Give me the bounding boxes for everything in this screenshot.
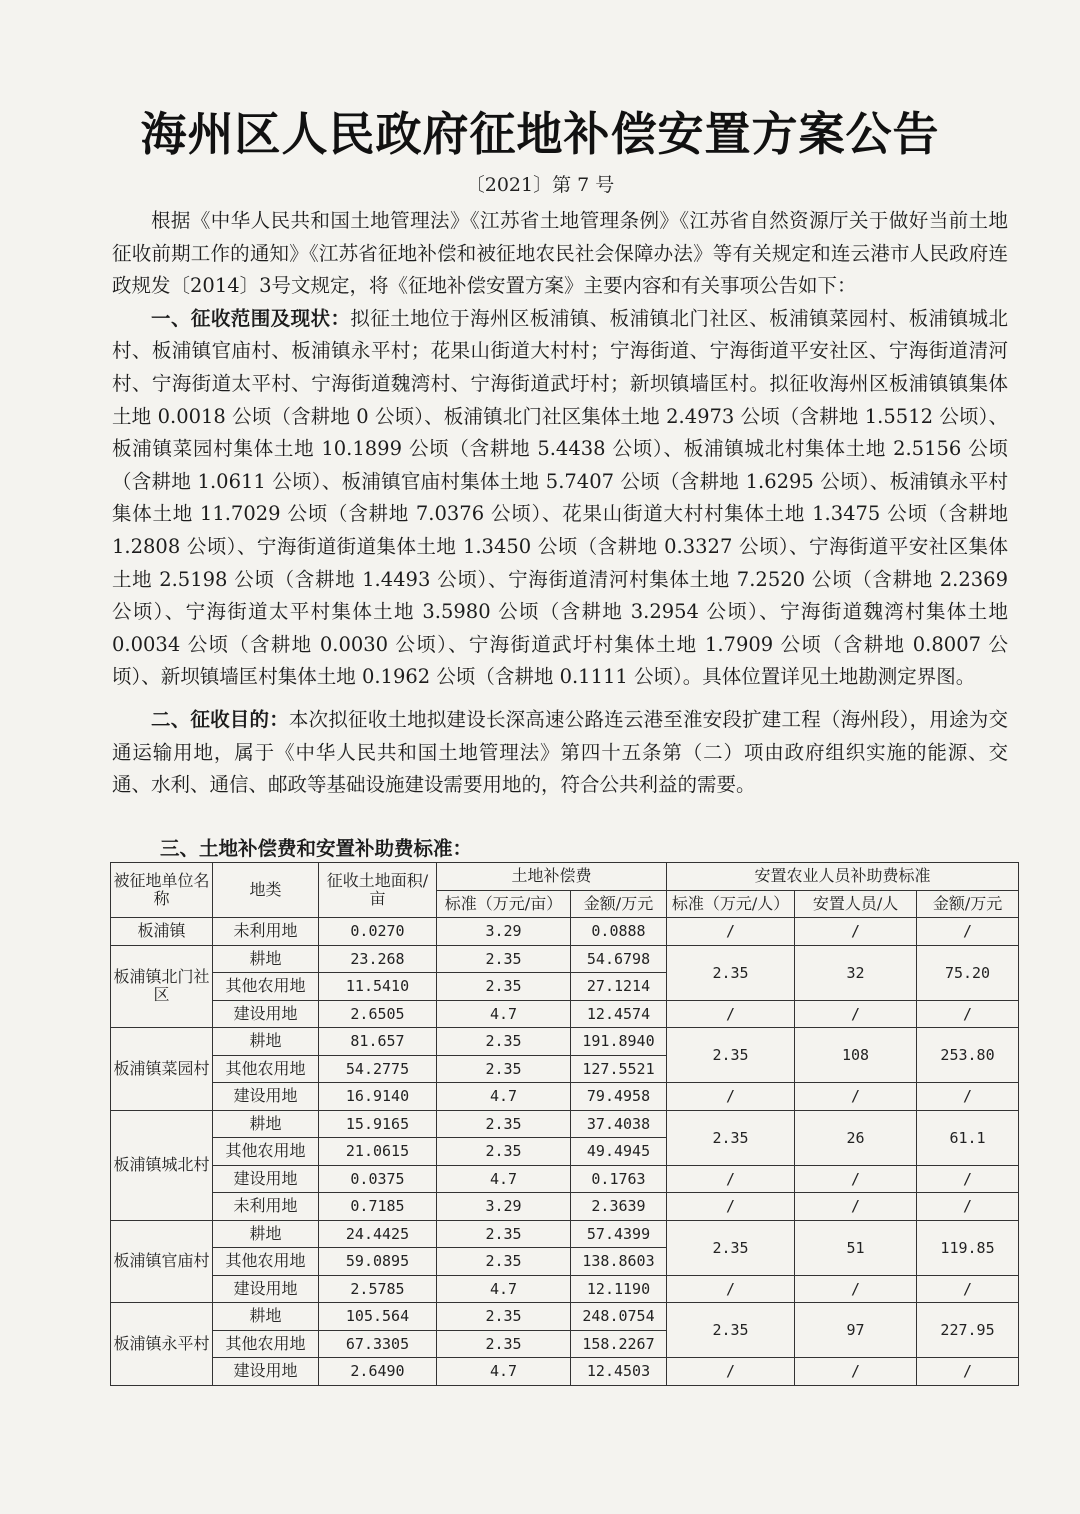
land-type-cell: 其他农用地 xyxy=(213,1248,319,1276)
area-cell: 16.9140 xyxy=(319,1083,437,1111)
land-type-cell: 建设用地 xyxy=(213,1000,319,1028)
comp-standard-cell: 2.35 xyxy=(437,1330,571,1358)
section1-paragraph xyxy=(112,303,1008,694)
res-standard-cell: / xyxy=(667,1083,795,1111)
res-people-cell: / xyxy=(795,918,917,946)
land-type-cell: 建设用地 xyxy=(213,1275,319,1303)
comp-amount-cell: 57.4399 xyxy=(571,1220,667,1248)
land-type-cell: 建设用地 xyxy=(213,1165,319,1193)
comp-standard-cell: 2.35 xyxy=(437,1055,571,1083)
comp-standard-cell: 2.35 xyxy=(437,1028,571,1056)
comp-amount-cell: 27.1214 xyxy=(571,973,667,1001)
land-type-cell: 未利用地 xyxy=(213,1193,319,1221)
comp-amount-cell: 158.2267 xyxy=(571,1330,667,1358)
comp-standard-cell: 2.35 xyxy=(437,1110,571,1138)
land-type-cell: 其他农用地 xyxy=(213,1330,319,1358)
comp-amount-cell: 37.4038 xyxy=(571,1110,667,1138)
land-type-cell: 其他农用地 xyxy=(213,973,319,1001)
area-cell: 81.657 xyxy=(319,1028,437,1056)
res-amount-cell: / xyxy=(917,1358,1019,1386)
unit-name-cell: 板浦镇永平村 xyxy=(111,1303,213,1386)
header-land-compensation: 土地补偿费 xyxy=(437,863,667,891)
table-body xyxy=(111,918,1019,1386)
table-row xyxy=(111,1165,1019,1193)
res-amount-cell: 119.85 xyxy=(917,1220,1019,1275)
land-type-cell: 其他农用地 xyxy=(213,1055,319,1083)
res-standard-cell: / xyxy=(667,1358,795,1386)
table-row xyxy=(111,918,1019,946)
section2-paragraph xyxy=(112,704,1008,802)
res-people-cell: 26 xyxy=(795,1110,917,1165)
area-cell: 21.0615 xyxy=(319,1138,437,1166)
section1-heading: 一、征收范围及现状： xyxy=(151,306,351,330)
res-amount-cell: / xyxy=(917,1000,1019,1028)
table-row xyxy=(111,1083,1019,1111)
comp-standard-cell: 2.35 xyxy=(437,1303,571,1331)
header-res-amount: 金额/万元 xyxy=(917,890,1019,918)
comp-standard-cell: 4.7 xyxy=(437,1275,571,1303)
table-row xyxy=(111,1275,1019,1303)
res-standard-cell: 2.35 xyxy=(667,1303,795,1358)
header-area: 征收土地面积/亩 xyxy=(319,863,437,918)
section2-text: 本次拟征收土地拟建设长深高速公路连云港至淮安段扩建工程（海州段），用途为交通运输用地，属于《中华人民共和国土地管理法》第四十五条第（二）项由政府组织实施的能源、交通、水利、通信、邮政等基础设施建设需要用地的，符合公共利益的需要。 xyxy=(112,707,1008,797)
comp-standard-cell: 3.29 xyxy=(437,918,571,946)
res-amount-cell: 75.20 xyxy=(917,945,1019,1000)
comp-amount-cell: 127.5521 xyxy=(571,1055,667,1083)
comp-standard-cell: 3.29 xyxy=(437,1193,571,1221)
res-people-cell: / xyxy=(795,1000,917,1028)
comp-amount-cell: 248.0754 xyxy=(571,1303,667,1331)
header-comp-standard: 标准（万元/亩） xyxy=(437,890,571,918)
intro-paragraph: 根据《中华人民共和国土地管理法》《江苏省土地管理条例》《江苏省自然资源厅关于做好当前土地征收前期工作的通知》《江苏省征地补偿和被征地农民社会保障办法》等有关规定和连云港市人民政府连政规发〔2014〕3号文规定，将《征地补偿安置方案》主要内容和有关事项公告如下： xyxy=(112,209,1008,298)
land-type-cell: 耕地 xyxy=(213,1220,319,1248)
comp-amount-cell: 0.1763 xyxy=(571,1165,667,1193)
area-cell: 15.9165 xyxy=(319,1110,437,1138)
table-row xyxy=(111,1028,1019,1056)
compensation-table xyxy=(110,862,1019,1386)
res-people-cell: 108 xyxy=(795,1028,917,1083)
table-row xyxy=(111,1220,1019,1248)
res-amount-cell: 253.80 xyxy=(917,1028,1019,1083)
res-standard-cell: 2.35 xyxy=(667,1110,795,1165)
res-amount-cell: / xyxy=(917,1165,1019,1193)
table-row xyxy=(111,1193,1019,1221)
area-cell: 11.5410 xyxy=(319,973,437,1001)
area-cell: 105.564 xyxy=(319,1303,437,1331)
res-people-cell: / xyxy=(795,1193,917,1221)
res-standard-cell: / xyxy=(667,918,795,946)
res-amount-cell: 61.1 xyxy=(917,1110,1019,1165)
page-title: 海州区人民政府征地补偿安置方案公告 xyxy=(140,107,940,161)
comp-standard-cell: 2.35 xyxy=(437,945,571,973)
res-people-cell: 97 xyxy=(795,1303,917,1358)
comp-standard-cell: 2.35 xyxy=(437,1248,571,1276)
res-people-cell: / xyxy=(795,1275,917,1303)
unit-name-cell: 板浦镇北门社区 xyxy=(111,945,213,1028)
header-res-people: 安置人员/人 xyxy=(795,890,917,918)
res-standard-cell: / xyxy=(667,1000,795,1028)
land-type-cell: 耕地 xyxy=(213,1303,319,1331)
res-people-cell: / xyxy=(795,1083,917,1111)
header-res-standard: 标准（万元/人） xyxy=(667,890,795,918)
res-standard-cell: 2.35 xyxy=(667,945,795,1000)
comp-amount-cell: 79.4958 xyxy=(571,1083,667,1111)
comp-amount-cell: 191.8940 xyxy=(571,1028,667,1056)
comp-amount-cell: 2.3639 xyxy=(571,1193,667,1221)
section1-text: 拟征土地位于海州区板浦镇、板浦镇北门社区、板浦镇菜园村、板浦镇城北村、板浦镇官庙村、板浦镇永平村；花果山街道大村村；宁海街道、宁海街道平安社区、宁海街道清河村、宁海街道太平村、宁海街道魏湾村、宁海街道武圩村；新坝镇墙匡村。拟征收海州区板浦镇镇集体土地 0.0018 公顷（含耕地 0 公顷）、板浦镇北门社区集体土地 2.4973 公顷（含耕地 1.5512 公顷）、板浦镇菜园村集体土地 10.1899 公顷（含耕地 5.4438 公顷）、板浦镇城北村集体土地 2.5156 公顷（含耕地 1.0611 公顷）、板浦镇官庙村集体土地 5.7407 公顷（含耕地 1.6295 公顷）、板浦镇永平村集体土地 11.7029 公顷（含耕地 7.0376 公顷）、花果山街道大村村集体土地 1.3475 公顷（含耕地 1.2808 公顷）、宁海街道街道集体土地 1.3450 公顷（含耕地 0.3327 公顷）、宁海街道平安社区集体土地 2.5198 公顷（含耕地 1.4493 公顷）、宁海街道清河村集体土地 7.2520 公顷（含耕地 2.2369 公顷）、宁海街道太平村集体土地 3.5980 公顷（含耕地 3.2954 公顷）、宁海街道魏湾村集体土地 0.0034 公顷（含耕地 0.0030 公顷）、宁海街道武圩村集体土地 1.7909 公顷（含耕地 0.8007 公顷）、新坝镇墙匡村集体土地 0.1962 公顷（含耕地 0.1111 公顷）。具体位置详见土地勘测定界图。 xyxy=(112,306,1008,689)
area-cell: 2.5785 xyxy=(319,1275,437,1303)
table-row xyxy=(111,1000,1019,1028)
area-cell: 54.2775 xyxy=(319,1055,437,1083)
section3-heading: 三、土地补偿费和安置补助费标准： xyxy=(160,837,473,860)
area-cell: 0.0270 xyxy=(319,918,437,946)
area-cell: 2.6490 xyxy=(319,1358,437,1386)
comp-standard-cell: 4.7 xyxy=(437,1165,571,1193)
area-cell: 59.0895 xyxy=(319,1248,437,1276)
land-type-cell: 建设用地 xyxy=(213,1358,319,1386)
unit-name-cell: 板浦镇菜园村 xyxy=(111,1028,213,1111)
comp-standard-cell: 4.7 xyxy=(437,1358,571,1386)
table-row xyxy=(111,1358,1019,1386)
land-type-cell: 耕地 xyxy=(213,1110,319,1138)
header-land-type: 地类 xyxy=(213,863,319,918)
res-people-cell: 32 xyxy=(795,945,917,1000)
res-people-cell: / xyxy=(795,1165,917,1193)
area-cell: 0.7185 xyxy=(319,1193,437,1221)
table-row xyxy=(111,945,1019,973)
area-cell: 2.6505 xyxy=(319,1000,437,1028)
document-number: 〔2021〕第 7 号 xyxy=(465,174,615,196)
res-standard-cell: / xyxy=(667,1165,795,1193)
res-standard-cell: / xyxy=(667,1193,795,1221)
res-amount-cell: 227.95 xyxy=(917,1303,1019,1358)
res-amount-cell: / xyxy=(917,1083,1019,1111)
section2-heading: 二、征收目的： xyxy=(151,707,289,731)
comp-amount-cell: 138.8603 xyxy=(571,1248,667,1276)
area-cell: 23.268 xyxy=(319,945,437,973)
unit-name-cell: 板浦镇官庙村 xyxy=(111,1220,213,1303)
comp-standard-cell: 4.7 xyxy=(437,1083,571,1111)
res-standard-cell: 2.35 xyxy=(667,1220,795,1275)
res-people-cell: 51 xyxy=(795,1220,917,1275)
comp-amount-cell: 12.4574 xyxy=(571,1000,667,1028)
unit-name-cell: 板浦镇城北村 xyxy=(111,1110,213,1220)
res-standard-cell: 2.35 xyxy=(667,1028,795,1083)
res-standard-cell: / xyxy=(667,1275,795,1303)
header-unit: 被征地单位名称 xyxy=(111,863,213,918)
table-row xyxy=(111,1110,1019,1138)
res-amount-cell: / xyxy=(917,1275,1019,1303)
comp-standard-cell: 2.35 xyxy=(437,973,571,1001)
land-type-cell: 耕地 xyxy=(213,1028,319,1056)
res-amount-cell: / xyxy=(917,1193,1019,1221)
comp-amount-cell: 12.1190 xyxy=(571,1275,667,1303)
comp-amount-cell: 12.4503 xyxy=(571,1358,667,1386)
comp-standard-cell: 2.35 xyxy=(437,1220,571,1248)
table-row xyxy=(111,1303,1019,1331)
comp-standard-cell: 4.7 xyxy=(437,1000,571,1028)
unit-name-cell: 板浦镇 xyxy=(111,918,213,946)
comp-standard-cell: 2.35 xyxy=(437,1138,571,1166)
res-people-cell: / xyxy=(795,1358,917,1386)
comp-amount-cell: 54.6798 xyxy=(571,945,667,973)
land-type-cell: 耕地 xyxy=(213,945,319,973)
land-type-cell: 未利用地 xyxy=(213,918,319,946)
comp-amount-cell: 49.4945 xyxy=(571,1138,667,1166)
area-cell: 24.4425 xyxy=(319,1220,437,1248)
header-resettlement: 安置农业人员补助费标准 xyxy=(667,863,1019,891)
area-cell: 0.0375 xyxy=(319,1165,437,1193)
header-comp-amount: 金额/万元 xyxy=(571,890,667,918)
res-amount-cell: / xyxy=(917,918,1019,946)
land-type-cell: 其他农用地 xyxy=(213,1138,319,1166)
land-type-cell: 建设用地 xyxy=(213,1083,319,1111)
area-cell: 67.3305 xyxy=(319,1330,437,1358)
notice-body xyxy=(112,205,1008,802)
comp-amount-cell: 0.0888 xyxy=(571,918,667,946)
